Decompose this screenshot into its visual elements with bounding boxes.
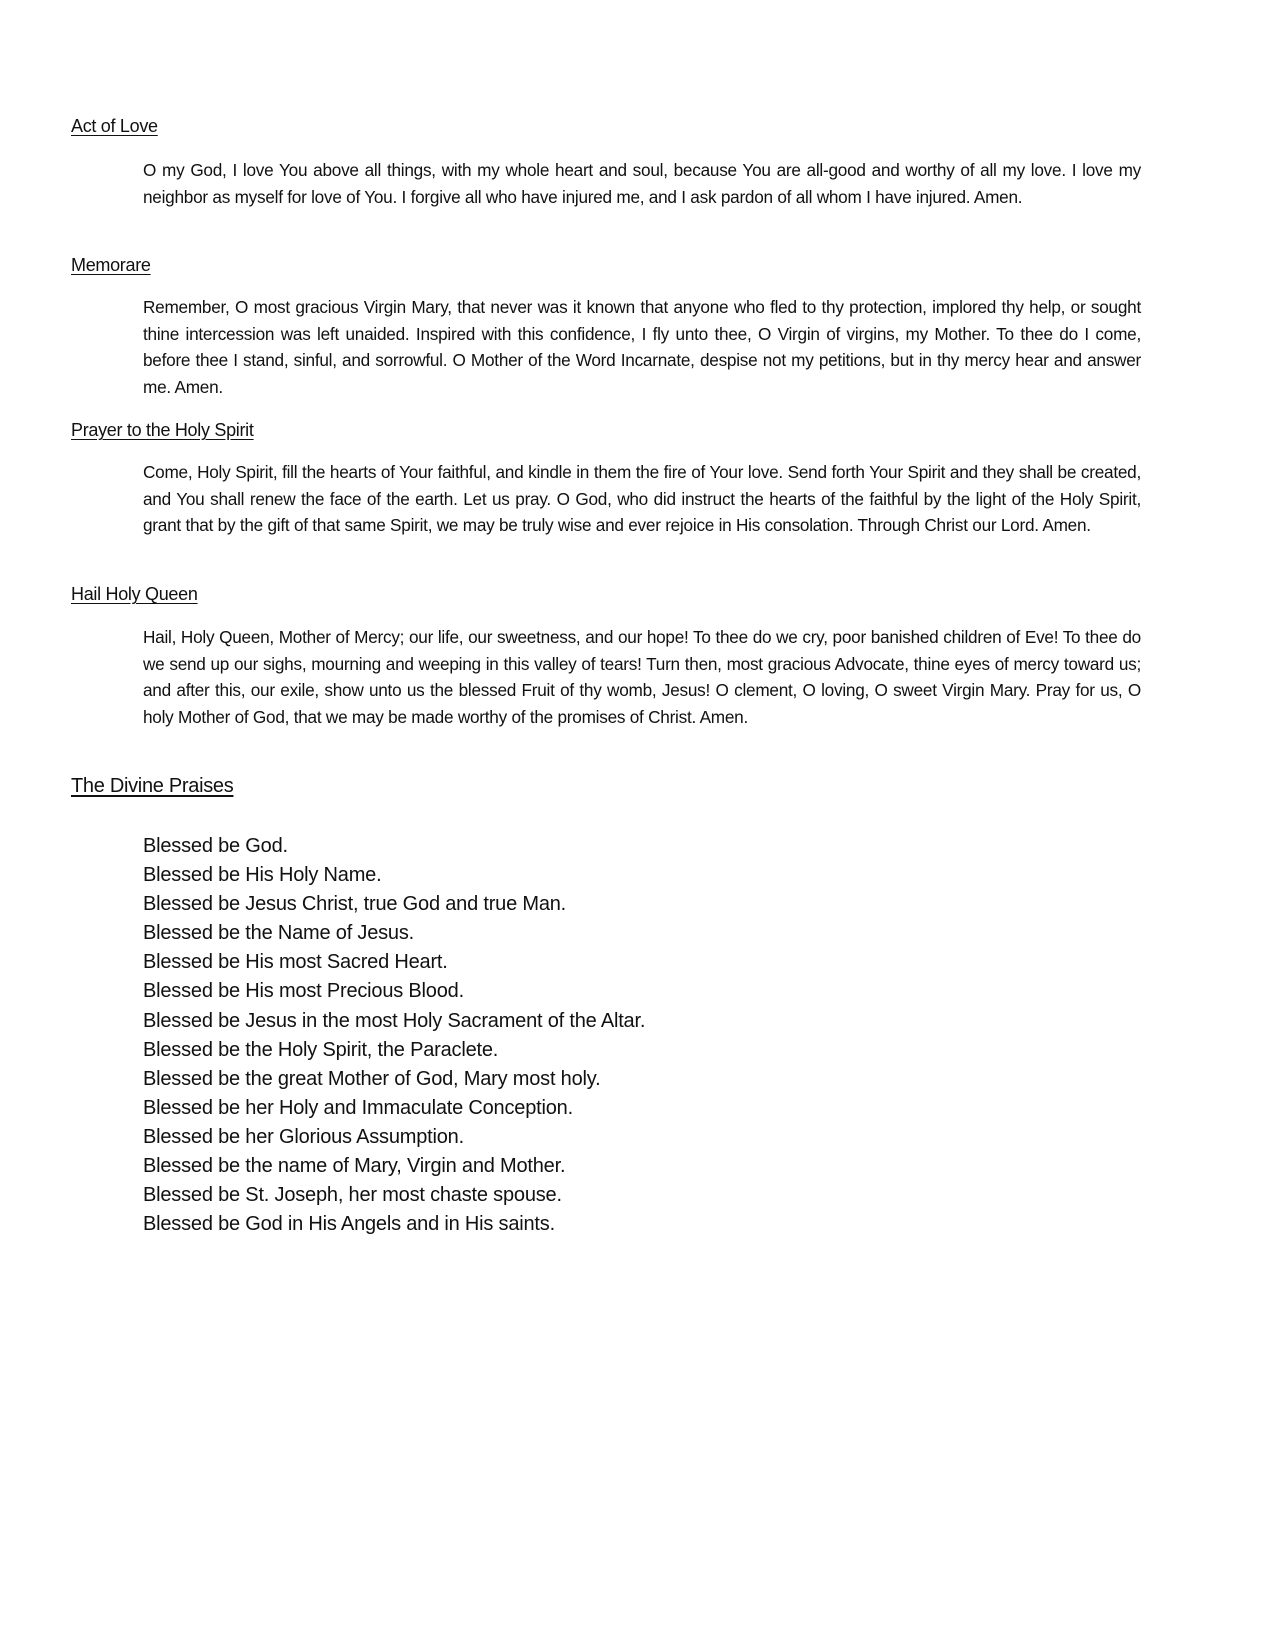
list-item: Blessed be God in His Angels and in His saints.: [143, 1213, 555, 1236]
divine-praises-list: [143, 832, 645, 1239]
prayer-text-holy-spirit: Come, Holy Spirit, fill the hearts of Your faithful, and kindle in them the fire of Your love. Send forth Your Spirit and they shall be created, and You shall renew the face of the earth. Let us pray. O God, who did instruct the hearts of the faithful by the light of the Holy Spirit, grant that by the gift of that same Spirit, we may be truly wise and ever rejoice in His consolation. Through Christ our Lord. Amen.: [143, 462, 1141, 536]
list-item: Blessed be His Holy Name.: [143, 864, 382, 887]
list-item: Blessed be His most Sacred Heart.: [143, 951, 448, 974]
heading-memorare: Memorare: [71, 255, 151, 275]
list-item: Blessed be the name of Mary, Virgin and Mother.: [143, 1155, 566, 1178]
prayer-text-act-of-love: O my God, I love You above all things, with my whole heart and soul, because You are all-good and worthy of all my love. I love my neighbor as myself for love of You. I forgive all who have injured me, and I ask pardon of all whom I have injured. Amen.: [143, 160, 1141, 207]
list-item: Blessed be God.: [143, 835, 288, 857]
list-item: Blessed be the Name of Jesus.: [143, 922, 415, 945]
list-item: Blessed be the Holy Spirit, the Paraclete.: [143, 1038, 499, 1061]
list-item: Blessed be the great Mother of God, Mary most holy.: [143, 1067, 601, 1090]
list-item: Blessed be her Holy and Immaculate Conception.: [143, 1096, 573, 1119]
prayer-text-memorare: Remember, O most gracious Virgin Mary, that never was it known that anyone who fled to thy protection, implored thy help, or sought thine intercession was left unaided. Inspired with this confidence, I fly unto thee, O Virgin of virgins, my Mother. To thee do I come, before thee I stand, sinful, and sorrowful. O Mother of the Word Incarnate, despise not my petitions, but in thy mercy hear and answer me. Amen.: [143, 297, 1141, 397]
list-item: Blessed be St. Joseph, her most chaste spouse.: [143, 1184, 562, 1207]
heading-act-of-love: Act of Love: [71, 116, 158, 136]
list-item: Blessed be Jesus in the most Holy Sacrament of the Altar.: [143, 1009, 646, 1032]
heading-divine-praises: The Divine Praises: [71, 775, 234, 797]
list-item: Blessed be His most Precious Blood.: [143, 980, 464, 1003]
heading-hail-holy-queen: Hail Holy Queen: [71, 584, 198, 604]
list-item: Blessed be her Glorious Assumption.: [143, 1125, 464, 1148]
heading-holy-spirit: Prayer to the Holy Spirit: [71, 420, 254, 440]
prayer-text-hail-holy-queen: Hail, Holy Queen, Mother of Mercy; our life, our sweetness, and our hope! To thee do we cry, poor banished children of Eve! To thee do we send up our sighs, mourning and weeping in this valley of tears! Turn then, most gracious Advocate, thine eyes of mercy toward us; and after this, our exile, show unto us the blessed Fruit of thy womb, Jesus! O clement, O loving, O sweet Virgin Mary. Pray for us, O holy Mother of God, that we may be made worthy of the promises of Christ. Amen.: [143, 627, 1141, 727]
list-item: Blessed be Jesus Christ, true God and true Man.: [143, 893, 567, 916]
